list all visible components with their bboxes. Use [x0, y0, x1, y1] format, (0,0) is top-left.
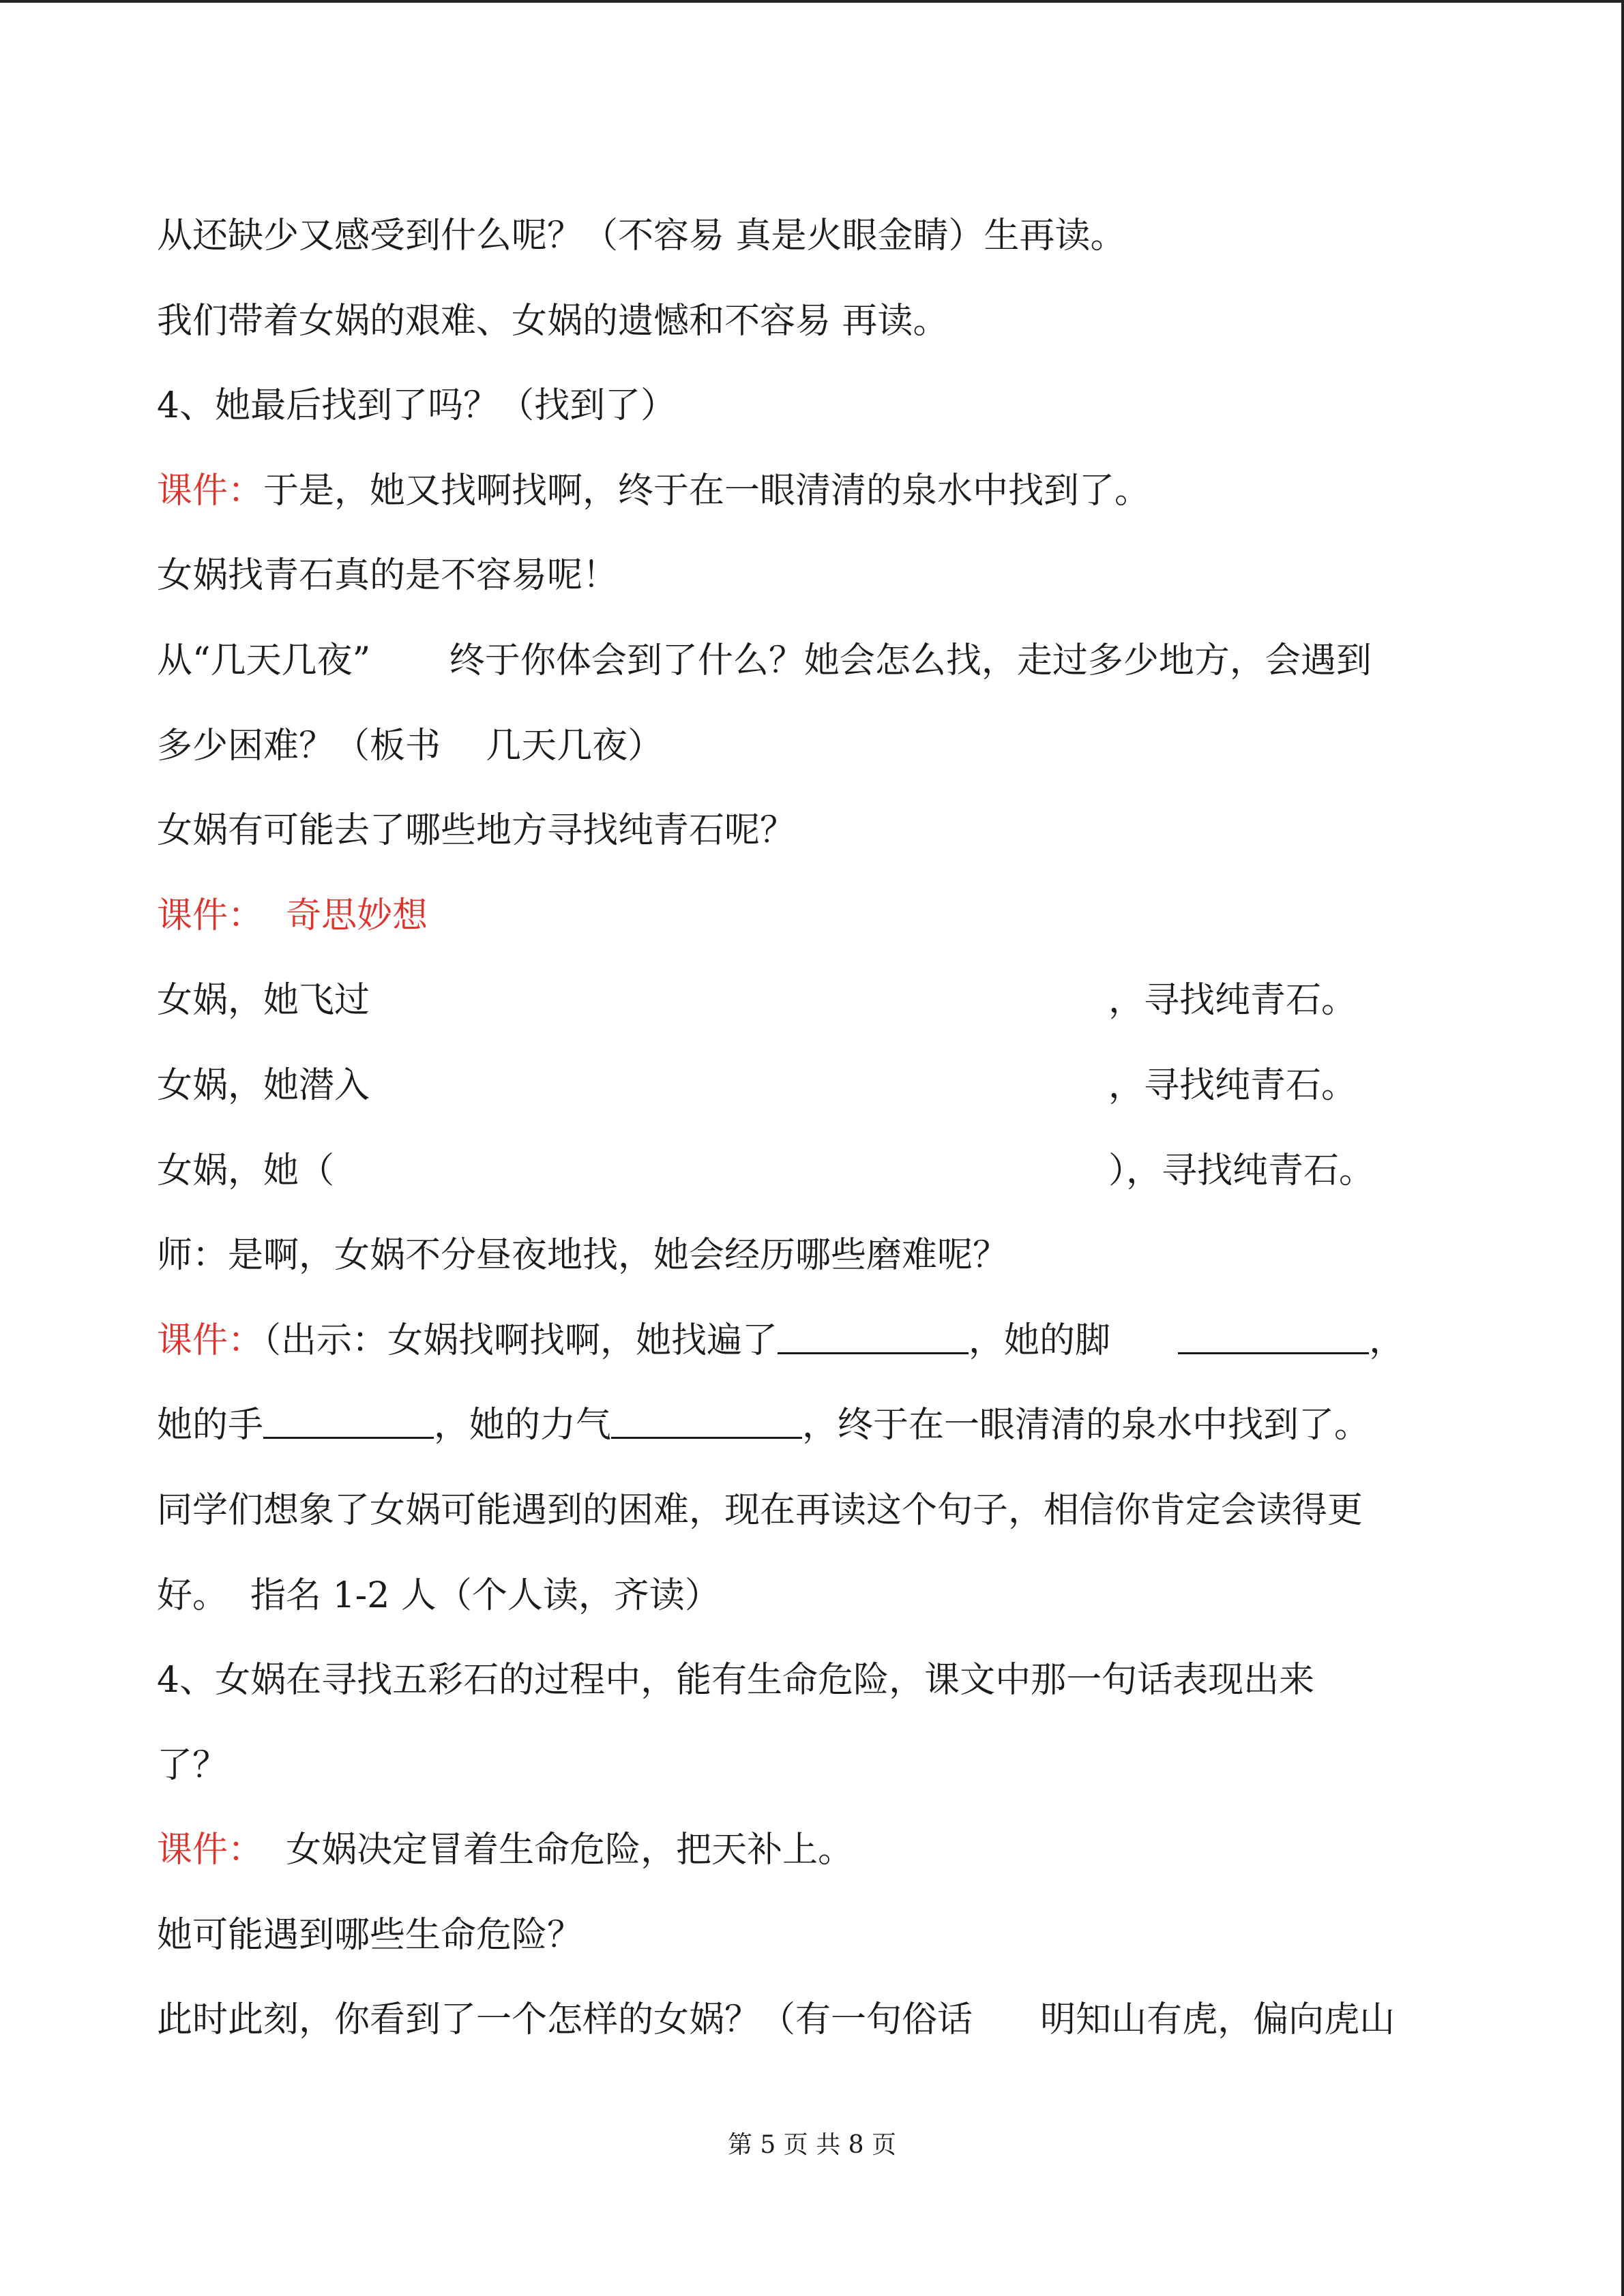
line-text: 了？: [157, 1744, 228, 1786]
line-text: 此时此刻，你看到了一个怎样的女娲？（有一句俗话 明知山有虎，偏向虎山: [157, 1999, 1396, 2041]
fill-in-line: [157, 1313, 1473, 1398]
paragraph-line: [157, 1482, 1473, 1568]
blank-underline: [611, 1397, 802, 1439]
line-text-left: 女娲，她（: [157, 1150, 335, 1191]
courseware-label: 课件：: [157, 1320, 264, 1361]
blank-underline: [263, 1397, 434, 1439]
blank-underline: [778, 1313, 969, 1354]
line-text-right: ，寻找纯青石。: [1108, 1064, 1357, 1106]
line-text: 4、女娲在寻找五彩石的过程中，能有生命危险，课文中那一句话表现出来: [157, 1660, 1315, 1701]
paragraph-line: [157, 293, 1473, 378]
paragraph-line: [157, 1568, 1473, 1653]
paragraph-line: [157, 1822, 1473, 1907]
line-text: 我们带着女娲的艰难、女娲的遗憾和不容易 再读。: [157, 300, 949, 342]
paragraph-line: [157, 1652, 1473, 1738]
courseware-title: 奇思妙想: [263, 895, 428, 936]
courseware-label: 课件：: [157, 895, 264, 936]
blank-underline: [1178, 1313, 1369, 1354]
line-text: 女娲有可能去了哪些地方寻找纯青石呢？: [157, 810, 796, 852]
line-text: 于是，她又找啊找啊，终于在一眼清清的泉水中找到了。: [263, 470, 1151, 511]
paragraph-line: [157, 803, 1473, 888]
line-text: 女娲找青石真的是不容易呢！: [157, 555, 619, 597]
line-text: 她可能遇到哪些生命危险？: [157, 1914, 583, 1956]
line-text: 多少困难？（板书 几天几夜）: [157, 725, 664, 766]
line-text: 师：是啊，女娲不分昼夜地找，她会经历哪些磨难呢？: [157, 1235, 1009, 1277]
paragraph-line: [157, 463, 1473, 548]
line-text: ，终于在一眼清清的泉水中找到了。: [802, 1405, 1370, 1446]
line-text: 从还缺少又感受到什么呢？（不容易 真是火眼金睛）生再读。: [157, 215, 1126, 256]
fill-in-line: [157, 1058, 1473, 1143]
line-text: 她的手: [157, 1405, 264, 1446]
paragraph-line: [157, 633, 1473, 718]
line-text-right: ），寻找纯青石。: [1108, 1150, 1375, 1191]
paragraph-line: [157, 1992, 1473, 2077]
courseware-label: 课件：: [157, 1830, 264, 1871]
fill-in-line: [157, 1397, 1473, 1482]
paragraph-line: [157, 378, 1473, 463]
line-text: ，她的力气: [434, 1405, 612, 1446]
paragraph-line: [157, 1738, 1473, 1823]
paragraph-line: [157, 718, 1473, 803]
courseware-label: 课件：: [157, 470, 264, 511]
line-text: 好。 指名 1-2 人（个人读，齐读）: [157, 1575, 720, 1616]
line-text: ，: [1369, 1320, 1405, 1361]
fill-in-line: [157, 1143, 1473, 1228]
line-text-left: 女娲，她潜入: [157, 1064, 370, 1106]
paragraph-line: [157, 548, 1473, 633]
paragraph-line: [157, 1907, 1473, 1993]
paragraph-line: [157, 1227, 1473, 1313]
line-text-left: 女娲，她飞过: [157, 980, 370, 1022]
line-text: 从“几天几夜” 终于你体会到了什么？她会怎么找，走过多少地方，会遇到: [157, 640, 1372, 681]
page-number-footer: 第 5 页 共 8 页: [727, 2131, 897, 2159]
fill-in-line: [157, 972, 1473, 1058]
line-text: （出示：女娲找啊找啊，她找遍了: [263, 1320, 778, 1361]
line-text-right: ，寻找纯青石。: [1108, 980, 1357, 1022]
line-text: 女娲决定冒着生命危险，把天补上。: [263, 1830, 854, 1871]
document-body: [157, 208, 1473, 2077]
line-text: 4、她最后找到了吗？（找到了）: [157, 385, 677, 427]
paragraph-line: [157, 208, 1473, 293]
line-text: 同学们想象了女娲可能遇到的困难，现在再读这个句子，相信你肯定会读得更: [157, 1489, 1363, 1531]
line-text: ，她的脚: [969, 1320, 1179, 1361]
paragraph-line: [157, 888, 1473, 973]
